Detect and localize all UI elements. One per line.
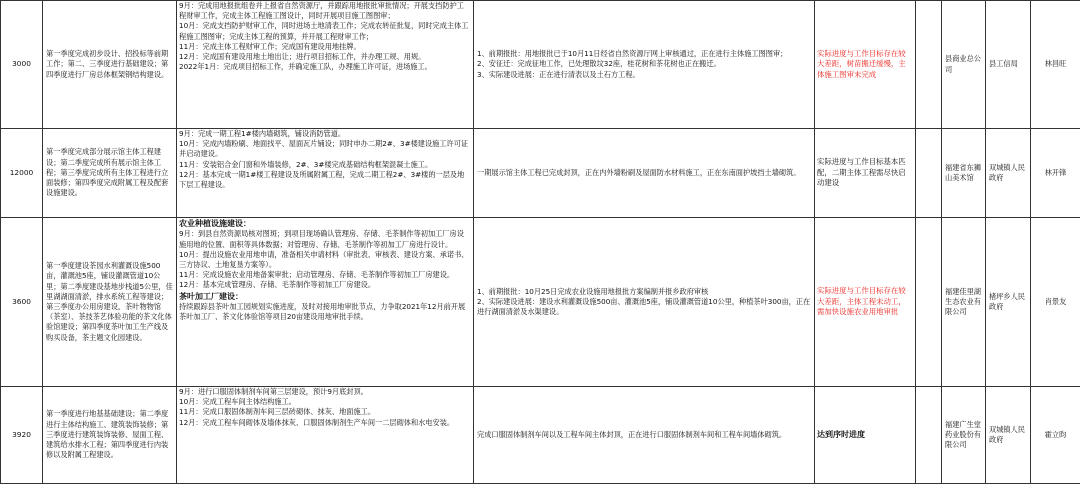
table-row	[1, 387, 1080, 484]
blank-cell	[916, 1, 942, 129]
monthly-plan-line: 10月：完成支挡防护财审工作，同时进场土地清表工作；完成农转征批复，同时完成主体工程施工图图审；完成主体工程的预算，并开展工程财审工作；	[179, 21, 471, 41]
monthly-plan-line: 12月：基本完成一期1#楼工程建设及所属附属工程，完成二期工程2#、3#楼的一层及地下层工程建设。	[179, 170, 471, 190]
plan-section-heading: 农业种植设施建设：	[179, 218, 471, 229]
progress-line: 2、实际建设进展：建设水利灌溉设施500亩、灌溉池5座，铺设灌溉管道10公里，种植茶叶300亩，正在进行湖面清淤及水渠建设。	[477, 297, 812, 317]
monthly-plan-line: 9月：完成一期工程1#楼内墙砌筑，铺设消防管道。	[179, 129, 471, 139]
monthly-plan-line: 9月：进行口服固体制剂车间第三层建设，预计9月底封顶。	[179, 387, 471, 397]
investment-amount: 3600	[1, 218, 43, 387]
annual-plan: 第一季度进行地基基础建设；第二季度进行主体结构施工、建筑装饰装修；第三季度进行建筑装饰装修、屋面工程、建筑给水排水工程；第四季度进行内装修以及附属工程建设。	[43, 387, 177, 484]
responsible-company: 福建省东狮山美术馆	[942, 129, 986, 218]
blank-cell	[916, 387, 942, 484]
monthly-plan-line: 12月：基本完成管理房、存储、毛茶制作等初加工厂房建设。	[179, 280, 471, 290]
monthly-plan-line: 10月：完成工程车间主体结构施工。	[179, 397, 471, 407]
progress-line: 3、实际建设进展：正在进行清表以及土石方工程。	[477, 70, 812, 80]
progress-evaluation: 实际进度与工作目标存在较大差距，主体工程未动工，需加快设施农业用地审批	[815, 218, 916, 387]
progress-line: 2、安征迁：完成征地工作，已处理散坟32座，桂花树和茶花树也正在搬迁。	[477, 59, 812, 69]
actual-progress	[474, 387, 815, 484]
responsible-person: 林开锋	[1031, 129, 1080, 218]
actual-progress	[474, 1, 815, 129]
plan-section-heading: 茶叶加工厂建设：	[179, 291, 471, 302]
blank-cell	[916, 218, 942, 387]
monthly-plan	[177, 387, 474, 484]
monthly-plan-line: 11月：安装铝合金门窗和外墙装修，2#、3#楼完成基础结构框架混凝土施工。	[179, 160, 471, 170]
responsible-unit: 楮坪乡人民政府	[986, 218, 1031, 387]
monthly-plan-line: 9月：完成用地报批组卷并上报省自然资源厅，并跟踪用地报批审批情况；开展支挡防护工程财审工作，完成主体工程施工图设计，同时开展项目施工图图审；	[179, 1, 471, 21]
monthly-plan-line: 9月：到县自然资源局核对图斑；到项目现场确认管理房、存储、毛茶制作等初加工厂房设施用地的位置、面积等具体数据；对管理房、存储、毛茶制作等初加工厂房进行设计。	[179, 229, 471, 249]
responsible-company: 福建佳里湖生态农业有限公司	[942, 218, 986, 387]
progress-evaluation: 实际进度与工作目标存在较大差距，树苗搬迁缓慢，主体施工图审未完成	[815, 1, 916, 129]
monthly-plan-line: 12月：完成国有建设用地土地出让；进行项目招标工作，并办理工规、用规。	[179, 52, 471, 62]
blank-cell	[916, 129, 942, 218]
responsible-person: 肖景友	[1031, 218, 1080, 387]
responsible-unit: 双城镇人民政府	[986, 129, 1031, 218]
responsible-company: 县商业总公司	[942, 1, 986, 129]
investment-amount: 3000	[1, 1, 43, 129]
investment-amount: 3920	[1, 387, 43, 484]
table-row	[1, 1, 1080, 129]
annual-plan: 第一季度建设茶园水利灌溉设施500亩，灌溉池5座，铺设灌溉管道10公里；第二季度建设基地步栈道5公里，佳里湖湖面清淤，排水系统工程等建设；第三季度办公用房建设，茶叶物物馆（茶室）、茶技茶艺体验功能的茶文化体验馆建设；第四季度茶叶加工生产线及购买设备，茶主题文化园建设。	[43, 218, 177, 387]
monthly-plan-line: 11月：完成设施农业用地备案审批；启动管理房、存储、毛茶制作等初加工厂房建设。	[179, 270, 471, 280]
monthly-plan-line: 持续跟踪县茶叶加工园规划实施进度，及时对接用地审批节点，力争取2021年12月前开展茶叶加工厂、茶文化体验馆等项目20亩建设用地审批手续。	[179, 302, 471, 322]
monthly-plan-line: 2022年1月：完成项目招标工作，并确定施工队，办理施工许可证，进场施工。	[179, 62, 471, 72]
responsible-unit: 双城镇人民政府	[986, 387, 1031, 484]
monthly-plan-line: 10月：提出设施农业用地申请，准备相关申请材料（审批表、审核表、建设方案、承诺书、三方协议、土地复垦方案等）。	[179, 250, 471, 270]
monthly-plan	[177, 129, 474, 218]
annual-plan: 第一季度完成部分展示馆主体工程建设；第二季度完成所有展示馆主体工程；第三季度完成所有主体工程进行立面装修；第四季度完成附属工程及配套设施建设。	[43, 129, 177, 218]
responsible-person: 林昌旺	[1031, 1, 1080, 129]
responsible-person: 霍立昀	[1031, 387, 1080, 484]
monthly-plan	[177, 218, 474, 387]
responsible-unit: 县工信局	[986, 1, 1031, 129]
investment-amount: 12000	[1, 129, 43, 218]
table-row	[1, 129, 1080, 218]
monthly-plan-line: 11月：完成口服固体制剂车间三层砖砌体、抹灰、地面施工。	[179, 407, 471, 417]
progress-line: 1、前期报批：用地报批已于10月11日经省自然资源厅网上审核通过，正在进行主体施工图图审；	[477, 49, 812, 59]
responsible-company: 福建广生堂药业股份有限公司	[942, 387, 986, 484]
progress-line: 1、前期报批：10月25日完成农业设施用地报批方案编制并报乡政府审核	[477, 287, 812, 297]
monthly-plan-line: 10月：完成内墙粉刷、地面找平、屋面瓦片铺设；同时申办二期2#、3#楼建设施工许可证并启动建设。	[179, 139, 471, 159]
monthly-plan-line: 11月：完成主体工程财审工作；完成国有建设用地挂牌。	[179, 42, 471, 52]
actual-progress	[474, 218, 815, 387]
actual-progress	[474, 129, 815, 218]
monthly-plan	[177, 1, 474, 129]
progress-line: 一期展示馆主体工程已完成封顶，正在内外墙粉刷及屋面防水材料施工，正在东南面护坡挡土墙砌筑。	[477, 168, 812, 178]
monthly-plan-line: 12月：完成工程车间砌体及墙体抹灰、口服固体制剂生产车间一二层砌体和水电安装。	[179, 418, 471, 428]
table-body	[1, 1, 1080, 484]
table-row	[1, 218, 1080, 387]
annual-plan: 第一季度完成初步设计、招投标等前期工作；第二、三季度进行基础建设；第四季度进行厂房总体框架钢结构建设。	[43, 1, 177, 129]
progress-line: 完成口服固体制剂车间以及工程车间主体封顶，正在进行口服固体制剂车间和工程车间墙体砌筑。	[477, 430, 812, 440]
progress-evaluation: 达到序时进度	[815, 387, 916, 484]
progress-evaluation: 实际进度与工作目标基本匹配，二期主体工程需尽快启动建设	[815, 129, 916, 218]
